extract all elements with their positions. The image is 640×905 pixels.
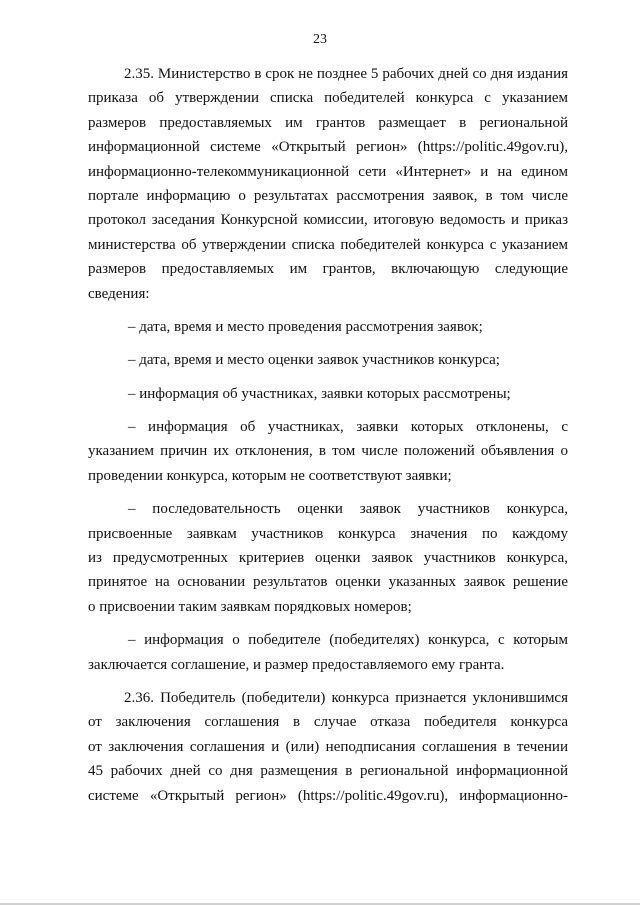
paragraph-2-35 (88, 62, 568, 306)
paragraph-line: 2.35. Министерство в срок не позднее 5 рабочих дней со дня издания (124, 66, 568, 82)
paragraph-line: приказа об утверждении списка победителей конкурса с указанием (88, 90, 568, 107)
paragraph-line: министерства об утверждении списка победителей конкурса с указанием (88, 236, 568, 253)
list-item (88, 415, 568, 488)
paragraph-2-36 (88, 686, 568, 808)
paragraph-line: от заключения соглашения в случае отказа победителя конкурса (88, 714, 568, 731)
paragraph-line: протокол заседания Конкурсной комиссии, итоговую ведомость и приказ (88, 212, 568, 229)
paragraph-line: информационно-телекоммуникационной сети «Интернет» и на едином (88, 163, 568, 180)
paragraph-line: информационной системе «Открытый регион» (https://politic.49gov.ru), (88, 139, 568, 156)
list-item (88, 628, 568, 677)
paragraph-line: 45 рабочих дней со дня размещения в региональной информационной (88, 763, 568, 780)
page-content (88, 62, 568, 808)
paragraph-line: системе «Открытый регион» (https://politic.49gov.ru), информационно- (88, 787, 568, 804)
list-item-line: из предусмотренных критериев оценки заявок участников конкурса, (88, 550, 568, 567)
list-item-line: указанием причин их отклонения, в том числе положений объявления о (88, 443, 568, 460)
list-item (88, 348, 568, 372)
list-item-line: – информация об участниках, заявки которых рассмотрены; (128, 385, 511, 402)
list-item-line: – дата, время и место проведения рассмотрения заявок; (128, 318, 483, 335)
list-item (88, 315, 568, 339)
list-item-line: присвоенные заявкам участников конкурса значения по каждому (88, 525, 568, 542)
list-item-line: принятое на основании результатов оценки указанных заявок решение (88, 574, 568, 591)
paragraph-line: размеров предоставляемых им грантов, включающую следующие (88, 261, 568, 278)
page-number: 23 (313, 32, 327, 47)
paragraph-line: сведения: (88, 285, 150, 302)
list-item-line: о присвоении таким заявкам порядковых номеров; (88, 598, 412, 615)
paragraph-line: от заключения соглашения и (или) неподписания соглашения в течении (88, 738, 568, 755)
paragraph-line: размеров предоставляемых им грантов размещает в региональной (88, 114, 568, 131)
list-item-line: заключается соглашение, и размер предоставляемого ему гранта. (88, 656, 505, 673)
list-item (88, 382, 568, 406)
list-item-line: – информация об участниках, заявки которых отклонены, с (128, 419, 568, 436)
paragraph-line: портале информацию о результатах рассмотрения заявок, в том числе (88, 187, 568, 204)
list-item-line: проведении конкурса, которым не соответствуют заявки; (88, 467, 452, 484)
paragraph-line: 2.36. Победитель (победители) конкурса признается уклонившимся (124, 689, 568, 706)
list-item-line: – дата, время и место оценки заявок участников конкурса; (128, 352, 500, 369)
list-item (88, 497, 568, 619)
list-item-line: – последовательность оценки заявок участников конкурса, (128, 501, 568, 518)
list-item-line: – информация о победителе (победителях) конкурса, с которым (128, 632, 568, 649)
